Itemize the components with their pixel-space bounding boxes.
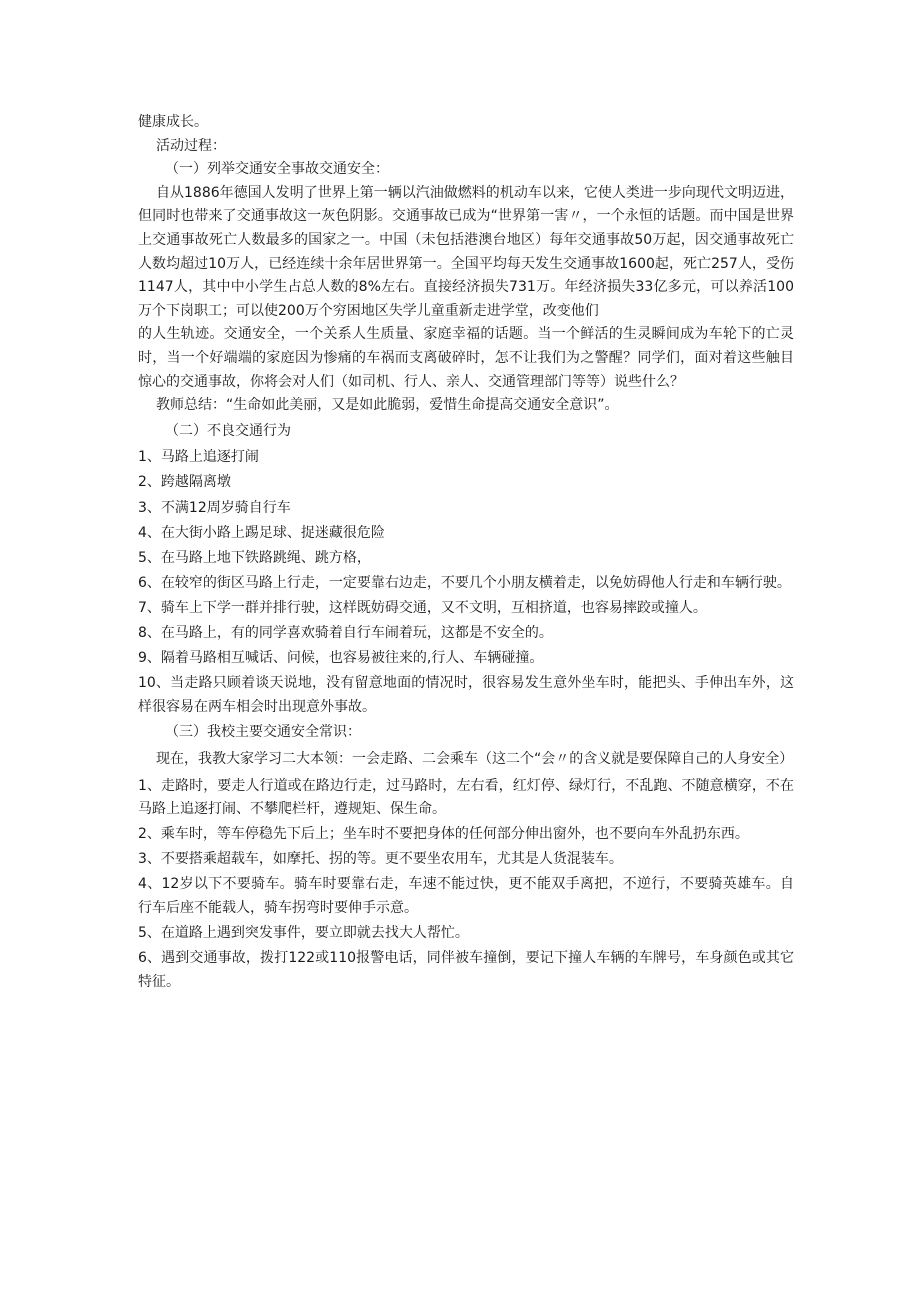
list-item: 3、不要搭乘超载车，如摩托、拐的等。更不要坐农用车，尤其是人货混装车。 — [138, 851, 623, 868]
list-item: 5、在道路上遇到突发事件，要立即就去找大人帮忙。 — [138, 925, 469, 942]
section-1-title: （一）列举交通安全事故交通安全： — [165, 161, 389, 178]
activity-process-label: 活动过程： — [156, 137, 226, 154]
section-1-paragraph-2: 的人生轨迹。交通安全，一个关系人生质量、家庭幸福的话题。当一个鲜活的生灵瞬间成为车轮下的亡灵时，当一个好端端的家庭因为惨痛的车祸而支离破碎时，怎不让我们为之警醒？同学们，面对着这些触目惊心的交通事故，你将会对人们（如司机、行人、亲人、交通管理部门等等）说些什么？ — [138, 326, 794, 390]
teacher-summary: 教师总结：“生命如此美丽，又是如此脆弱，爱惜生命提高交通安全意识”。 — [156, 397, 619, 414]
list-item: 7、骑车上下学一群并排行驶，这样既妨碍交通，又不文明，互相挤道，也容易摔跤或撞人。 — [138, 599, 707, 616]
section-2-list — [138, 446, 794, 719]
list-item: 10、当走路只顾着谈天说地，没有留意地面的情况时，很容易发生意外坐车时，能把头、手伸出车外，这样很容易在两车相会时出现意外事故。 — [138, 675, 794, 715]
list-item: 2、跨越隔离墩 — [138, 474, 231, 491]
list-item: 6、在较窄的街区马路上行走，一定要靠右边走，不要几个小朋友横着走，以免妨碍他人行走和车辆行驶。 — [138, 574, 791, 591]
list-item: 3、不满12周岁骑自行车 — [138, 499, 291, 516]
intro-end-line: 健康成长。 — [138, 114, 208, 130]
section-3-intro: 现在，我教大家学习二大本领：一会走路、二会乘车（这二个“会〃的含义就是要保障自己的人身安全） — [156, 750, 794, 767]
list-item: 5、在马路上地下铁路跳绳、跳方格， — [138, 549, 371, 566]
list-item: 6、遇到交通事故，拨打122或110报警电话，同伴被车撞倒，要记下撞人车辆的车牌号，车身颜色或其它特征。 — [138, 950, 794, 990]
section-2-title: （二）不良交通行为 — [165, 422, 291, 439]
list-item: 1、走路时，要走人行道或在路边行走，过马路时，左右看，红灯停、绿灯行，不乱跑、不随意横穿，不在马路上追逐打闹、不攀爬栏杆，遵规矩、保生命。 — [138, 777, 794, 818]
list-item: 2、乘车时，等车停稳先下后上；坐车时不要把身体的任何部分伸出窗外，也不要向车外乱扔东西。 — [138, 826, 749, 843]
section-1-paragraph-1: 自从1886年德国人发明了世界上第一辆以汽油做燃料的机动车以来，它使人类进一步向现代文明迈进，但同时也带来了交通事故这一灰色阴影。交通事故已成为“世界第一害〃，一个永恒的话题。而中国是世界上交通事故死亡人数最多的国家之一。中国（未包括港澳台地区）每年交通事故50万起，因交通事故死亡人数均超过10万人，已经连续十余年居世界第一。全国平均每天发生交通事故1600起，死亡257人，受伤1147人，其中中小学生占总人数的8%左右。直接经济损失731万。年经济损失33亿多元，可以养活100万个下岗职工；可以使200万个穷困地区失学儿童重新走进学堂，改变他们 — [138, 184, 794, 319]
list-item: 9、隔着马路相互喊话、问候，也容易被往来的,行人、车辆碰撞。 — [138, 650, 544, 667]
document-body — [138, 111, 794, 996]
list-item: 4、在大街小路上踢足球、捉迷藏很危险 — [138, 524, 385, 541]
list-item: 8、在马路上，有的同学喜欢骑着自行车闹着玩，这都是不安全的。 — [138, 624, 553, 641]
list-item: 1、马路上追逐打闹 — [138, 449, 259, 466]
section-3-title: （三）我校主要交通安全常识： — [165, 724, 361, 741]
section-3-list — [138, 775, 794, 995]
list-item: 4、12岁以下不要骑车。骑车时要靠右走，车速不能过快，更不能双手离把，不逆行，不要骑英雄车。自行车后座不能载人，骑车拐弯时要伸手示意。 — [138, 876, 794, 916]
